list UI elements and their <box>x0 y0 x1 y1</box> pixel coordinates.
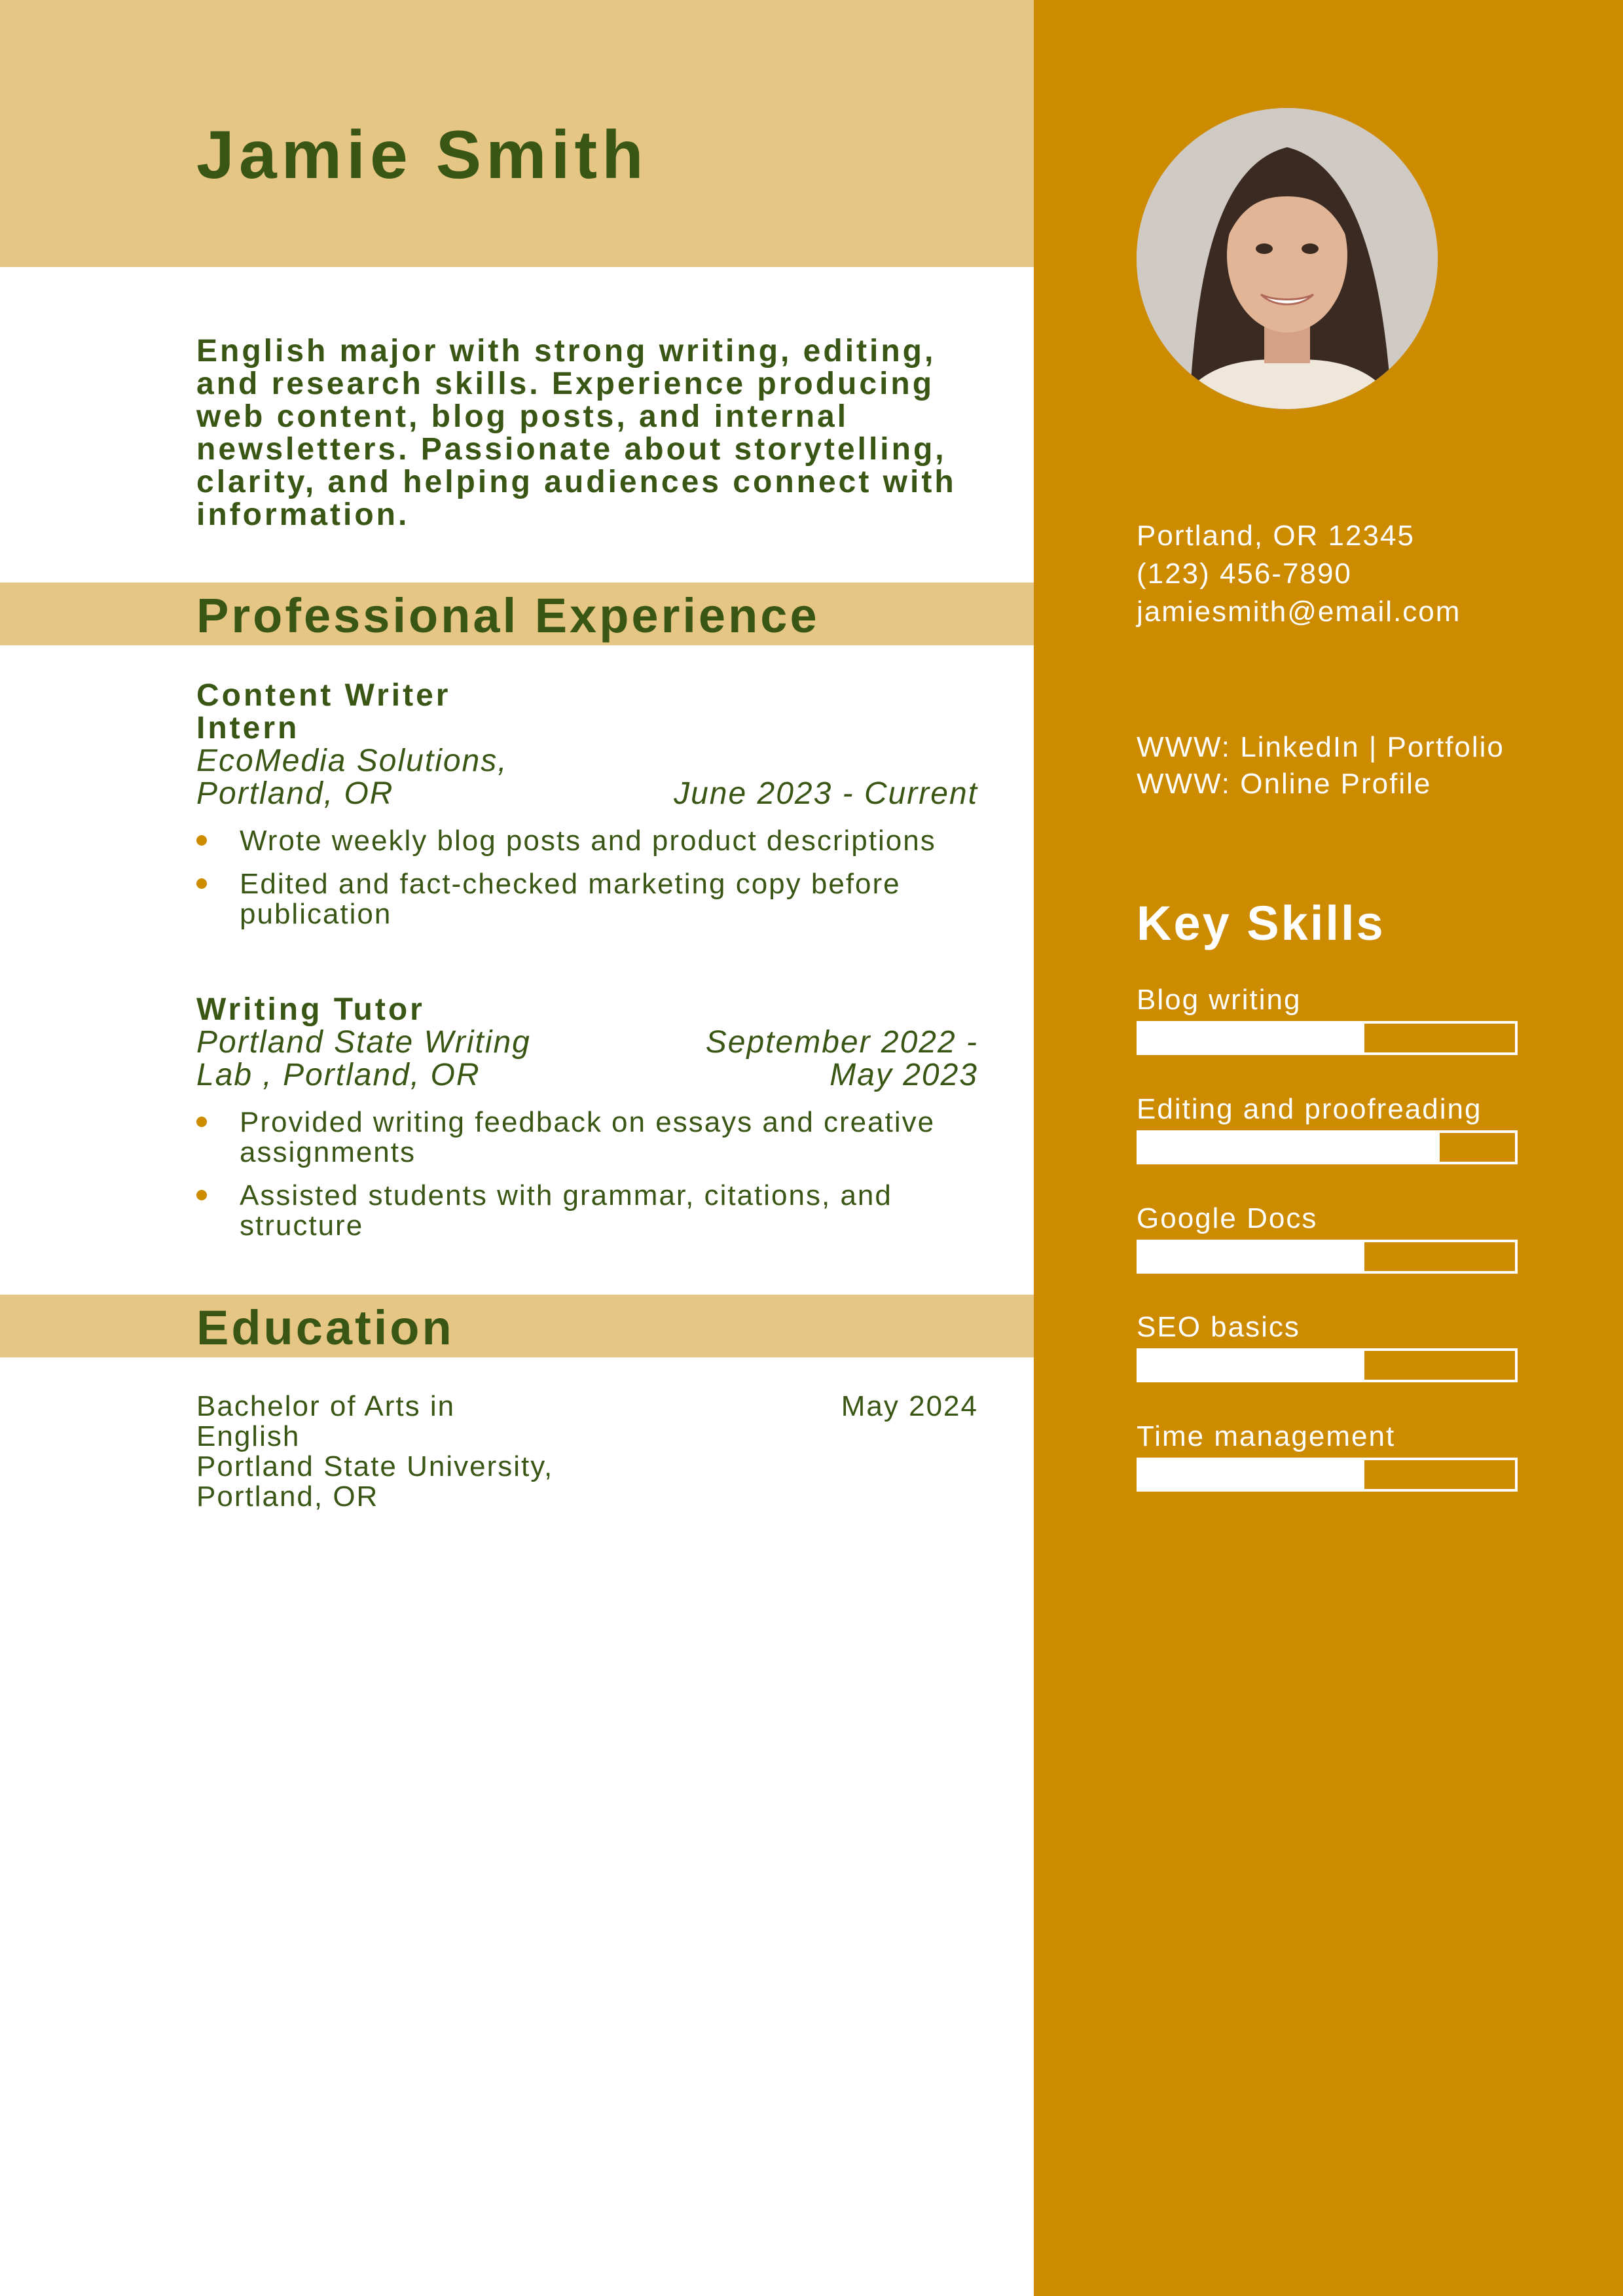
link-online-profile[interactable]: WWW: Online Profile <box>1137 768 1432 800</box>
skill-label: Time management <box>1137 1420 1396 1452</box>
list-item: Provided writing feedback on essays and creative assignments <box>196 1107 978 1168</box>
skill-label: Editing and proofreading <box>1137 1093 1482 1125</box>
bullet-icon <box>196 878 207 889</box>
job-meta <box>196 745 978 810</box>
school: Portland State University, Portland, OR <box>196 1450 554 1513</box>
degree: Bachelor of Arts in English <box>196 1390 456 1452</box>
education-date: May 2024 <box>841 1390 978 1422</box>
skill-bar <box>1137 1021 1518 1055</box>
summary: English major with strong writing, editing, and research skills. Experience producing web content, blog posts, and internal newsletters. Passionate about storytelling, clarity, and helping audiences connect with information. <box>196 334 957 532</box>
skill-label: Google Docs <box>1137 1202 1318 1234</box>
skill-bar <box>1137 1458 1518 1492</box>
skill-item <box>1137 1312 1518 1382</box>
skill-label: Blog writing <box>1137 984 1302 1016</box>
skill-bar <box>1137 1348 1518 1382</box>
avatar-icon <box>1137 108 1438 409</box>
education-band <box>0 1295 1034 1357</box>
job-entry <box>196 994 978 1254</box>
profile-photo <box>1137 108 1438 409</box>
email: jamiesmith@email.com <box>1137 596 1461 628</box>
job-dates: June 2023 - Current <box>674 776 978 811</box>
list-item: Edited and fact-checked marketing copy before publication <box>196 869 978 929</box>
job-bullets <box>196 1107 978 1241</box>
job-bullets <box>196 826 978 929</box>
skill-bar <box>1137 1240 1518 1274</box>
job-meta <box>196 1026 978 1092</box>
education-entry <box>196 1391 978 1512</box>
job-title: Content Writer Intern <box>196 678 451 745</box>
skill-item <box>1137 984 1518 1055</box>
candidate-name: Jamie Smith <box>196 117 648 193</box>
skill-fill <box>1139 1133 1440 1162</box>
address: Portland, OR 12345 <box>1137 520 1415 552</box>
job-company: EcoMedia Solutions, Portland, OR <box>196 744 508 811</box>
skill-item <box>1137 1203 1518 1274</box>
job-company: Portland State Writing Lab , Portland, OR <box>196 1025 531 1092</box>
education-heading: Education <box>196 1300 454 1355</box>
list-item: Wrote weekly blog posts and product descriptions <box>196 826 978 856</box>
contact-block <box>1137 517 1461 631</box>
skill-bar <box>1137 1130 1518 1164</box>
job-title: Writing Tutor <box>196 992 425 1027</box>
list-item: Assisted students with grammar, citations, and structure <box>196 1181 978 1241</box>
job-dates: September 2022 - May 2023 <box>705 1025 978 1092</box>
link-linkedin-portfolio[interactable]: WWW: LinkedIn | Portfolio <box>1137 731 1504 763</box>
bullet-icon <box>196 835 207 846</box>
bullet-icon <box>196 1117 207 1127</box>
links-block <box>1137 732 1529 805</box>
phone: (123) 456-7890 <box>1137 558 1352 590</box>
job-entry <box>196 679 978 942</box>
bullet-icon <box>196 1190 207 1200</box>
skill-label: SEO basics <box>1137 1311 1300 1343</box>
skill-fill <box>1139 1460 1364 1489</box>
skill-fill <box>1139 1242 1364 1271</box>
skill-fill <box>1139 1351 1364 1380</box>
skills-heading: Key Skills <box>1137 896 1385 950</box>
experience-heading: Professional Experience <box>196 588 820 643</box>
skill-item <box>1137 1094 1518 1164</box>
skill-fill <box>1139 1024 1364 1052</box>
skill-item <box>1137 1421 1518 1492</box>
